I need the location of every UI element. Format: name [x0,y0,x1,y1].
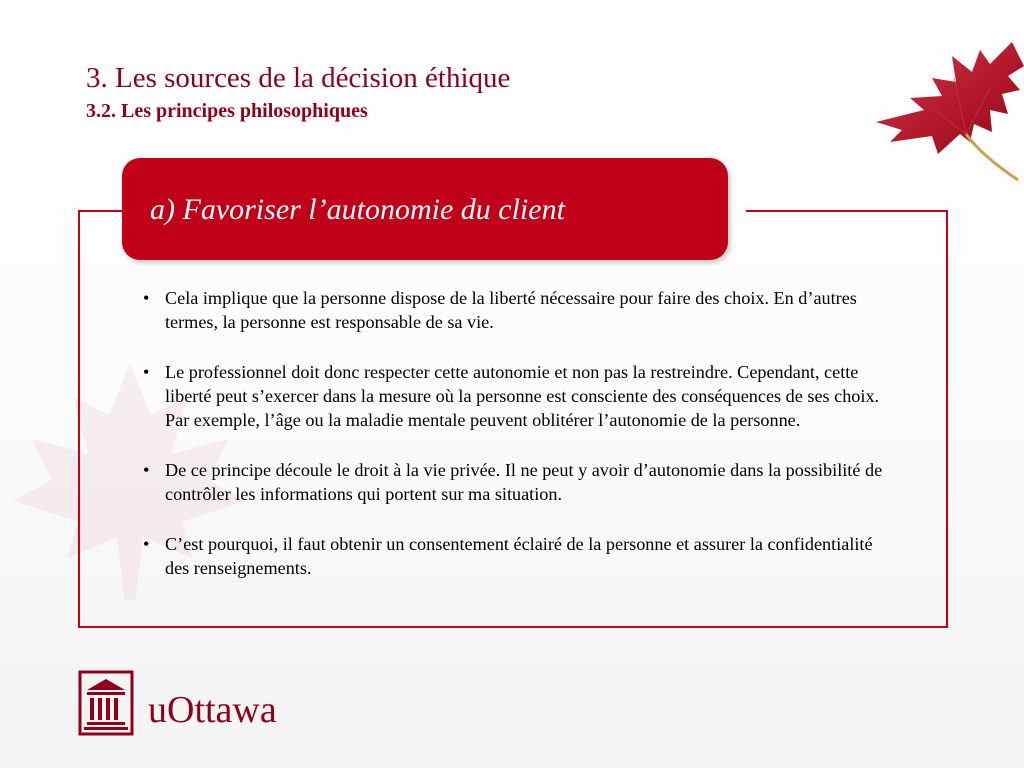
university-building-icon [78,670,134,736]
slide-title-block [86,62,510,123]
bullet-icon: • [143,362,150,382]
bullet-text: Cela implique que la personne dispose de la liberté nécessaire pour faire des choix. En d’autres termes, la personne est responsable de sa vie. [165,288,857,332]
list-item [143,286,883,334]
uottawa-logo [78,670,318,738]
frame-top-right-line [746,210,948,212]
list-item [143,458,883,506]
frame-bottom-line [78,626,948,628]
list-item [143,532,883,580]
section-heading-box [122,158,728,260]
maple-leaf-icon [862,38,1024,186]
list-item [143,360,883,432]
bullet-icon: • [143,288,150,308]
section-heading: a) Favoriser l’autonomie du client [150,193,565,226]
slide-subtitle: 3.2. Les principes philosophiques [86,100,368,122]
bullet-text: Le professionnel doit donc respecter cette autonomie et non pas la restreindre. Cependant, cette liberté peut s’exercer dans la mesure où la personne est consciente des conséquences de ses choix. Par exemple, l’âge ou la maladie mentale peuvent oblitérer l’autonomie de la personne. [165,362,880,430]
frame-left-line [78,210,80,628]
frame-top-left-line [78,210,122,212]
bullet-text: De ce principe découle le droit à la vie privée. Il ne peut y avoir d’autonomie dans la possibilité de contrôler les informations qui portent sur ma situation. [165,460,883,504]
bullet-list [143,286,883,580]
logo-text: uOttawa [148,689,277,731]
frame-right-line [946,210,948,628]
slide-title: 3. Les sources de la décision éthique [86,62,511,94]
bullet-text: C’est pourquoi, il faut obtenir un consentement éclairé de la personne et assurer la confidentialité des renseignements. [165,534,873,578]
bullet-icon: • [143,534,150,554]
bullet-icon: • [143,460,150,480]
